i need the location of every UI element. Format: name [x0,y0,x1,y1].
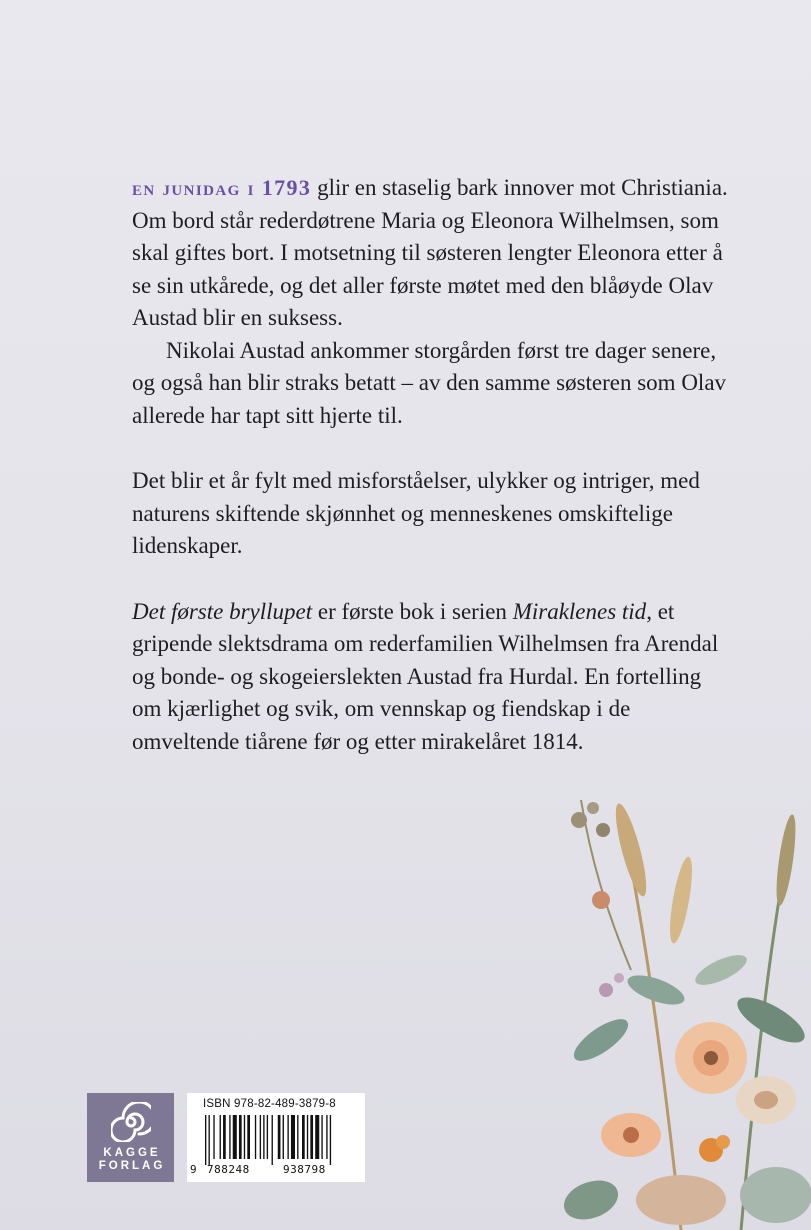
barcode-bar [302,1115,305,1159]
barcode-bar [209,1115,210,1165]
blurb-paragraph-1 [132,172,732,335]
barcode-bar [291,1115,295,1159]
flower-bouquet-illustration [561,790,811,1230]
blurb-paragraph-4-text: , et gripende slektsdrama om rederfamilien Wilhelmsen fra Arendal og bonde- og skogeierslekten Austad fra Hurdal. En fortelling om kjærlighet og svik, om vennskap og fiendskap i de omveltende tiårene før og etter mirakelåret 1814. [132,598,719,754]
blurb-paragraph-4 [132,596,732,759]
barcode-bar [255,1115,256,1159]
back-cover-blurb [132,172,732,758]
barcode-bar [223,1115,226,1159]
barcode-bar [263,1115,264,1159]
book-title: Det første bryllupet [132,598,313,624]
blurb-lead-caps: en junidag i 1793 [132,175,312,200]
isbn-barcode [187,1093,365,1182]
barcode-bar [233,1115,237,1159]
blurb-paragraph-2: Nikolai Austad ankommer storgården først tre dager senere, og også han blir straks betatt – av den samme søsteren som Olav allerede har tapt sitt hjerte til. [132,337,727,428]
barcode-bar [321,1115,322,1159]
series-title: Miraklenes tid [512,598,647,624]
publisher-name-line1: KAGGE [103,1147,161,1159]
barcode-bars [197,1115,357,1165]
barcode-bar [267,1115,268,1159]
publisher-logo [87,1093,174,1182]
barcode-bar [213,1115,214,1159]
barcode-bar [260,1115,261,1159]
barcode-bar [239,1115,242,1159]
barcode-bar [326,1115,327,1159]
barcode-bar [297,1115,298,1159]
blurb-paragraph-4-mid: er første bok i serien [312,598,513,624]
barcode-bar [315,1115,319,1159]
barcode-bar [247,1115,250,1159]
ean-left-digits: 788248 [207,1163,250,1176]
ean-first-digit: 9 [190,1163,198,1176]
blurb-paragraph-3: Det blir et år fylt med misforståelser, ulykker og intriger, med naturens skiftende skjønnhet og menneskenes omskiftelige lidenskaper. [132,468,700,558]
barcode-bar [307,1115,308,1159]
barcode-bar [287,1115,288,1159]
isbn-label: ISBN 978-82-489-3879-8 [203,1098,336,1110]
barcode-bar [330,1115,331,1165]
barcode-bar [310,1115,313,1159]
barcode-bar [229,1115,230,1159]
barcode-bar [220,1115,221,1159]
barcode-bar [272,1115,273,1165]
barcode-bar [278,1115,281,1159]
barcode-bar [283,1115,284,1159]
publisher-name-line2: FORLAG [98,1160,166,1172]
spiral-icon [111,1102,151,1142]
barcode-bar [244,1115,245,1159]
barcode-bar [205,1115,206,1165]
blurb-paragraph-1-text: glir en staselig bark innover mot Christiania. Om bord står rederdøtrene Maria og Eleonora Wilhelmsen, som skal giftes bort. I motsetning til søsteren lengter Eleonora etter å se sin utkårede, og det aller første møtet med den blåøyde Olav Austad blir en suksess. [132,175,728,330]
ean-right-digits: 938798 [283,1163,326,1176]
